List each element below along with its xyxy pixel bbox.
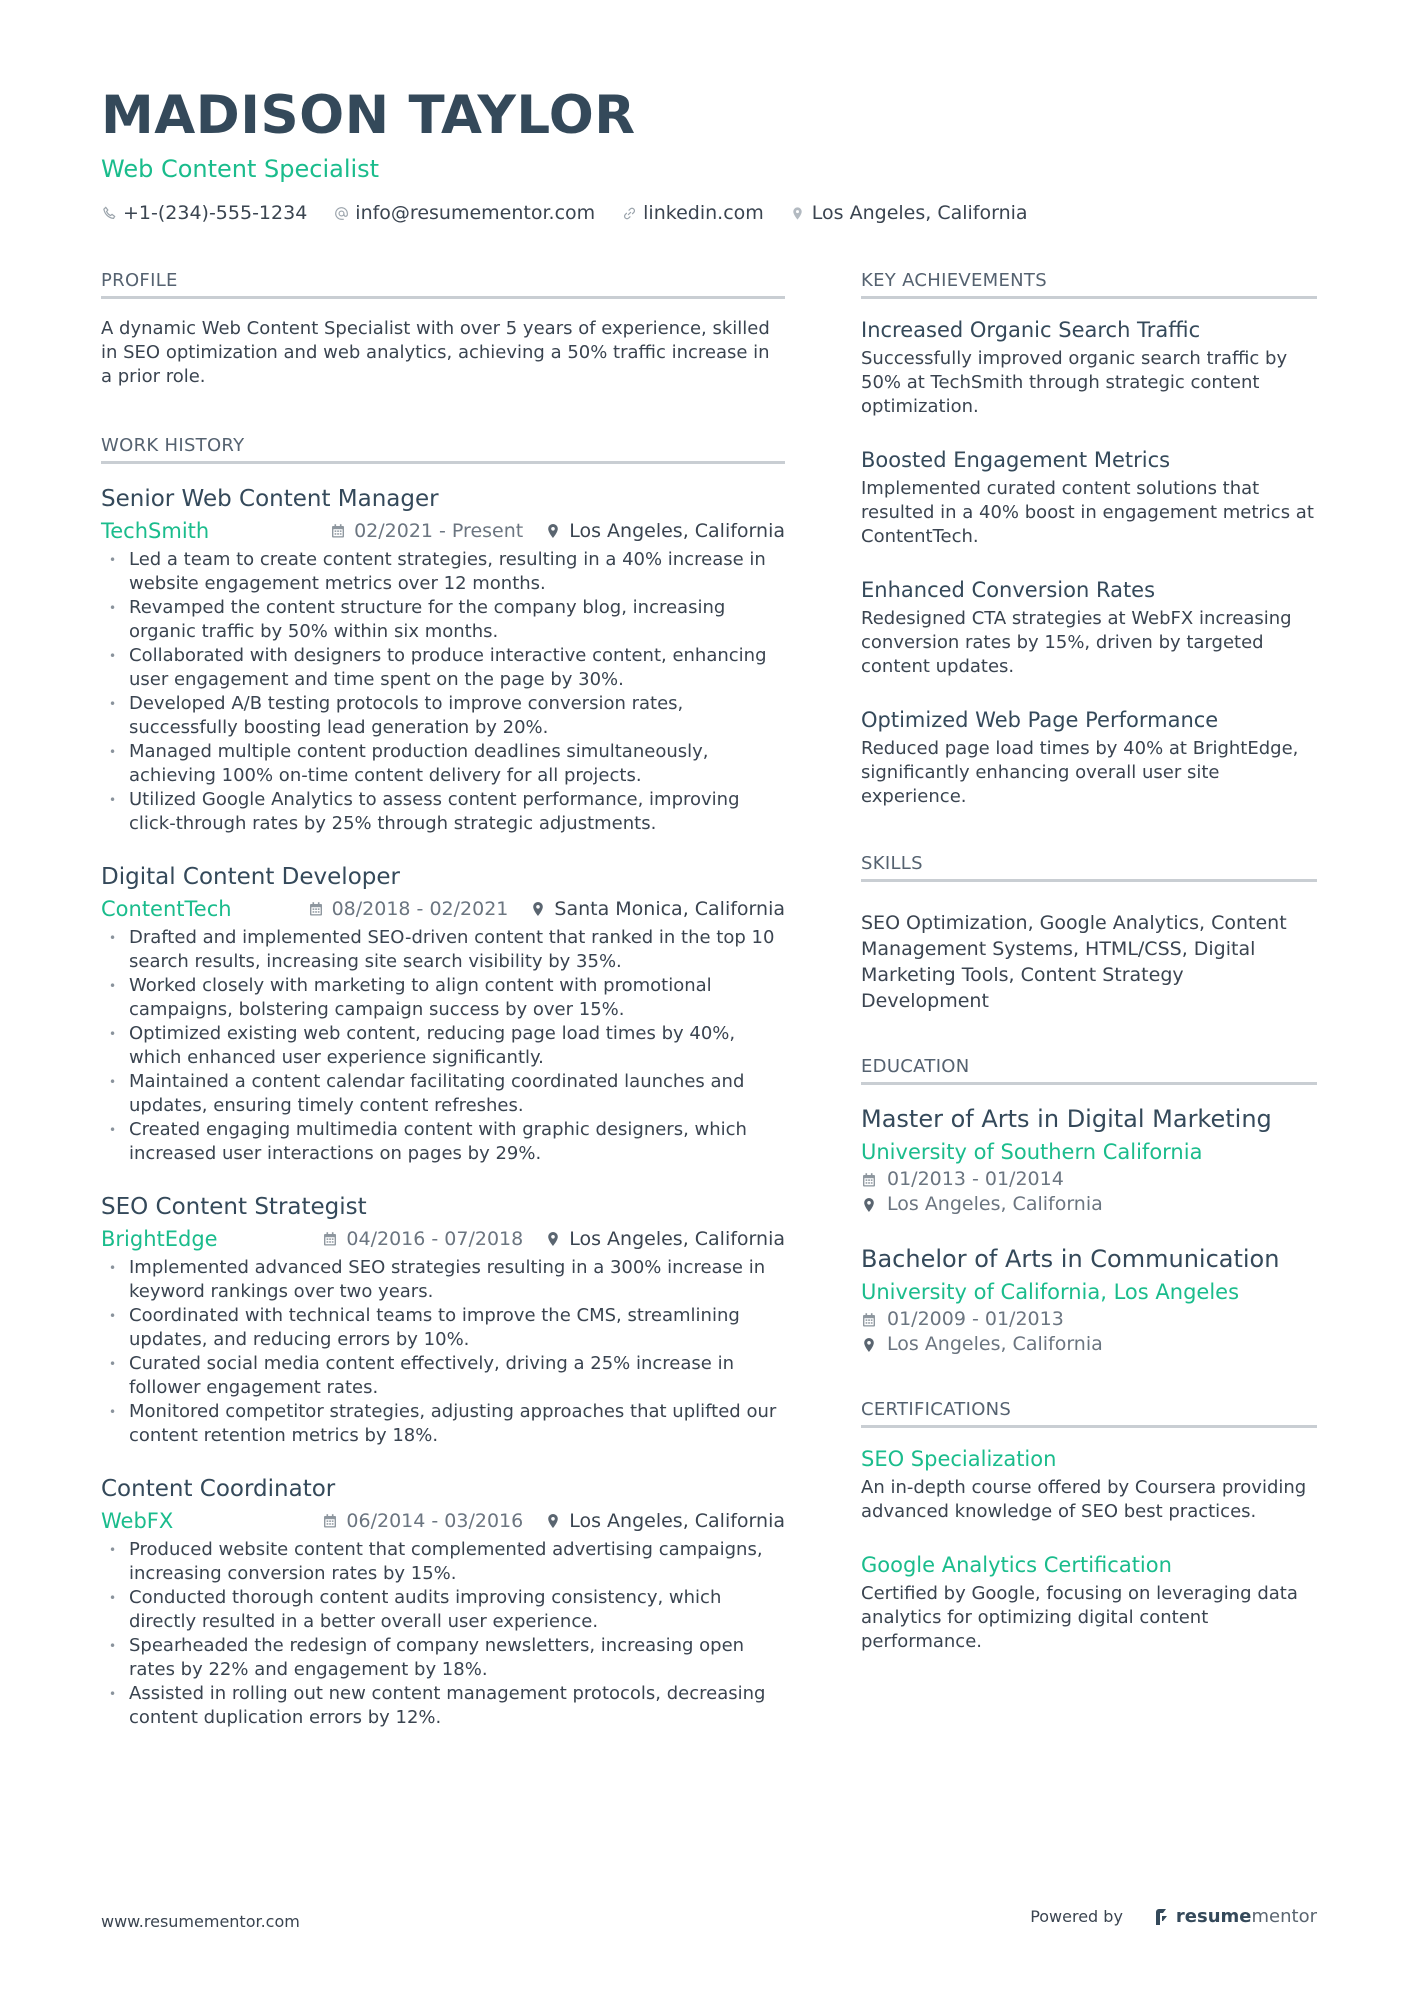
linkedin-text: linkedin.com — [643, 202, 764, 224]
job-location — [545, 1226, 785, 1252]
work-history-heading: WORK HISTORY — [101, 433, 785, 464]
location-pin-icon — [861, 1197, 877, 1213]
profile-section — [101, 268, 785, 389]
job-location — [545, 518, 785, 544]
calendar-icon — [861, 1312, 877, 1328]
job-dates — [322, 1226, 523, 1252]
certifications-section — [861, 1397, 1317, 1654]
job-dates-text: 02/2021 - Present — [354, 520, 524, 542]
left-column — [101, 268, 785, 1770]
job-location-text: Santa Monica, California — [554, 898, 785, 920]
achievement-item — [861, 315, 1317, 419]
job-dates — [330, 518, 523, 544]
education-location — [861, 1192, 1317, 1217]
job-meta — [101, 1226, 785, 1252]
job-entry — [101, 862, 785, 1166]
achievement-desc: Reduced page load times by 40% at BrightEdge, significantly enhancing overall user site experience. — [861, 738, 1299, 807]
job-bullets — [101, 548, 785, 836]
job-location-text: Los Angeles, California — [569, 1228, 785, 1250]
job-location — [545, 1508, 785, 1534]
job-bullet: • Implemented advanced SEO strategies resulting in a 300% increase in keyword rankings over two years. — [101, 1256, 785, 1304]
job-bullet: • Collaborated with designers to produce interactive content, enhancing user engagement and time spent on the page by 30%. — [101, 644, 785, 692]
certification-desc: Certified by Google, focusing on leveraging data analytics for optimizing digital content performance. — [861, 1583, 1298, 1652]
job-bullet: • Maintained a content calendar facilitating coordinated launches and updates, ensuring timely content refreshes. — [101, 1070, 785, 1118]
certifications-heading: CERTIFICATIONS — [861, 1397, 1317, 1428]
school-name: University of Southern California — [861, 1140, 1203, 1164]
achievements-heading: KEY ACHIEVEMENTS — [861, 268, 1317, 299]
job-bullet: • Coordinated with technical teams to improve the CMS, streamlining updates, and reducing errors by 10%. — [101, 1304, 785, 1352]
job-title: Digital Content Developer — [101, 864, 400, 890]
school-name: University of California, Los Angeles — [861, 1280, 1240, 1304]
phone-icon — [101, 205, 117, 221]
certification-item — [861, 1550, 1317, 1654]
contact-email[interactable] — [333, 202, 595, 224]
education-section — [861, 1054, 1317, 1357]
resumementor-logo-icon — [1153, 1907, 1171, 1927]
job-meta-right — [322, 1508, 785, 1534]
job-bullet: • Worked closely with marketing to align content with promotional campaigns, bolstering campaign success by over 15%. — [101, 974, 785, 1022]
achievements-section — [861, 268, 1317, 809]
calendar-icon — [330, 523, 346, 539]
job-bullet: • Curated social media content effectively, driving a 25% increase in follower engagement rates. — [101, 1352, 785, 1400]
location-text: Los Angeles, California — [811, 202, 1028, 224]
certification-desc: An in-depth course offered by Coursera providing advanced knowledge of SEO best practices. — [861, 1477, 1307, 1522]
job-meta — [101, 1508, 785, 1534]
resume-header — [101, 80, 1321, 224]
location-pin-icon — [861, 1337, 877, 1353]
contact-location — [790, 202, 1028, 224]
job-location — [530, 896, 785, 922]
job-bullet: • Monitored competitor strategies, adjusting approaches that uplifted our content retention metrics by 18%. — [101, 1400, 785, 1448]
location-pin-icon — [545, 523, 561, 539]
job-location-text: Los Angeles, California — [569, 520, 785, 542]
achievement-title: Optimized Web Page Performance — [861, 708, 1219, 732]
job-bullet: • Created engaging multimedia content with graphic designers, which increased user interactions on pages by 29%. — [101, 1118, 785, 1166]
job-bullets — [101, 926, 785, 1166]
education-dates — [861, 1167, 1317, 1192]
job-dates — [322, 1508, 523, 1534]
candidate-title: Web Content Specialist — [101, 155, 380, 183]
location-pin-icon — [530, 901, 546, 917]
job-meta-right — [308, 896, 785, 922]
powered-by-text: Powered by — [1030, 1907, 1123, 1926]
link-icon — [621, 205, 637, 221]
certification-item — [861, 1444, 1317, 1524]
calendar-icon — [308, 901, 324, 917]
location-pin-icon — [790, 205, 806, 221]
job-title: SEO Content Strategist — [101, 1194, 367, 1220]
achievement-title: Boosted Engagement Metrics — [861, 448, 1171, 472]
brand-logo[interactable] — [1153, 1906, 1317, 1927]
email-text: info@resumementor.com — [355, 202, 596, 224]
calendar-icon — [322, 1513, 338, 1529]
job-title: Senior Web Content Manager — [101, 486, 439, 512]
job-bullet: • Drafted and implemented SEO-driven content that ranked in the top 10 search results, increasing site search visibility by 35%. — [101, 926, 785, 974]
job-title: Content Coordinator — [101, 1476, 336, 1502]
candidate-name: MADISON TAYLOR — [101, 85, 636, 146]
certification-title: Google Analytics Certification — [861, 1553, 1172, 1577]
achievement-item — [861, 445, 1317, 549]
achievement-item — [861, 705, 1317, 809]
contact-bar — [101, 202, 1321, 224]
education-location-text: Los Angeles, California — [887, 1333, 1103, 1355]
achievement-list — [861, 315, 1317, 809]
job-bullet: • Utilized Google Analytics to assess content performance, improving click-through rates by 25% through strategic adjustments. — [101, 788, 785, 836]
job-location-text: Los Angeles, California — [569, 1510, 785, 1532]
job-dates-text: 06/2014 - 03/2016 — [346, 1510, 524, 1532]
education-item — [861, 1103, 1317, 1217]
job-dates-text: 08/2018 - 02/2021 — [331, 898, 509, 920]
job-bullet: • Managed multiple content production deadlines simultaneously, achieving 100% on-time content delivery for all projects. — [101, 740, 785, 788]
job-bullet: • Optimized existing web content, reducing page load times by 40%, which enhanced user experience significantly. — [101, 1022, 785, 1070]
job-bullet: • Conducted thorough content audits improving consistency, which directly resulted in a better overall user experience. — [101, 1586, 785, 1634]
phone-text: +1-(234)-555-1234 — [123, 202, 308, 224]
job-dates-text: 04/2016 - 07/2018 — [346, 1228, 524, 1250]
company-name: BrightEdge — [101, 1227, 218, 1251]
job-bullet: • Spearheaded the redesign of company newsletters, increasing open rates by 22% and engagement by 18%. — [101, 1634, 785, 1682]
job-bullet: • Assisted in rolling out new content management protocols, decreasing content duplication errors by 12%. — [101, 1682, 785, 1730]
achievement-title: Enhanced Conversion Rates — [861, 578, 1156, 602]
job-bullets — [101, 1256, 785, 1448]
achievement-item — [861, 575, 1317, 679]
contact-linkedin[interactable] — [621, 202, 764, 224]
location-pin-icon — [545, 1231, 561, 1247]
achievement-desc: Implemented curated content solutions that resulted in a 40% boost in engagement metrics at ContentTech. — [861, 478, 1314, 547]
right-column — [861, 268, 1317, 1694]
job-meta-right — [322, 1226, 785, 1252]
achievement-desc: Successfully improved organic search traffic by 50% at TechSmith through strategic content optimization. — [861, 348, 1288, 417]
company-name: WebFX — [101, 1509, 174, 1533]
job-bullet: • Revamped the content structure for the company blog, increasing organic traffic by 50% within six months. — [101, 596, 785, 644]
footer-website[interactable]: www.resumementor.com — [101, 1912, 300, 1931]
job-meta — [101, 518, 785, 544]
at-icon — [333, 205, 349, 221]
education-location — [861, 1332, 1317, 1357]
education-location-text: Los Angeles, California — [887, 1193, 1103, 1215]
job-meta — [101, 896, 785, 922]
footer-branding — [1030, 1906, 1317, 1927]
education-dates-text: 01/2013 - 01/2014 — [887, 1168, 1064, 1190]
education-heading: EDUCATION — [861, 1054, 1317, 1085]
calendar-icon — [322, 1231, 338, 1247]
profile-text: A dynamic Web Content Specialist with over 5 years of experience, skilled in SEO optimization and web analytics, achieving a 50% traffic increase in a prior role. — [101, 318, 770, 387]
job-entry — [101, 484, 785, 836]
skills-section — [861, 851, 1317, 1014]
profile-heading: PROFILE — [101, 268, 785, 299]
contact-phone — [101, 202, 307, 224]
skills-text: SEO Optimization, Google Analytics, Content Management Systems, HTML/CSS, Digital Marketing Tools, Content Strategy Development — [861, 912, 1287, 1012]
skills-heading: SKILLS — [861, 851, 1317, 882]
education-item — [861, 1243, 1317, 1357]
education-list — [861, 1103, 1317, 1357]
company-name: TechSmith — [101, 519, 210, 543]
certification-title: SEO Specialization — [861, 1447, 1057, 1471]
certification-list — [861, 1444, 1317, 1654]
education-dates-text: 01/2009 - 01/2013 — [887, 1308, 1064, 1330]
location-pin-icon — [545, 1513, 561, 1529]
job-bullet: • Developed A/B testing protocols to improve conversion rates, successfully boosting lead generation by 20%. — [101, 692, 785, 740]
job-dates — [308, 896, 509, 922]
achievement-title: Increased Organic Search Traffic — [861, 318, 1201, 342]
degree-title: Bachelor of Arts in Communication — [861, 1245, 1280, 1273]
job-bullet: • Produced website content that complemented advertising campaigns, increasing conversion rates by 15%. — [101, 1538, 785, 1586]
job-list — [101, 484, 785, 1730]
job-meta-right — [330, 518, 785, 544]
company-name: ContentTech — [101, 897, 232, 921]
job-bullets — [101, 1538, 785, 1730]
degree-title: Master of Arts in Digital Marketing — [861, 1105, 1272, 1133]
job-bullet: • Led a team to create content strategies, resulting in a 40% increase in website engagement metrics over 12 months. — [101, 548, 785, 596]
education-dates — [861, 1307, 1317, 1332]
calendar-icon — [861, 1172, 877, 1188]
job-entry — [101, 1474, 785, 1730]
work-history-section — [101, 433, 785, 1730]
brand-name-bold: resume — [1175, 1906, 1252, 1927]
brand-name-light: mentor — [1251, 1906, 1317, 1927]
achievement-desc: Redesigned CTA strategies at WebFX increasing conversion rates by 15%, driven by targeted content updates. — [861, 608, 1292, 677]
job-entry — [101, 1192, 785, 1448]
